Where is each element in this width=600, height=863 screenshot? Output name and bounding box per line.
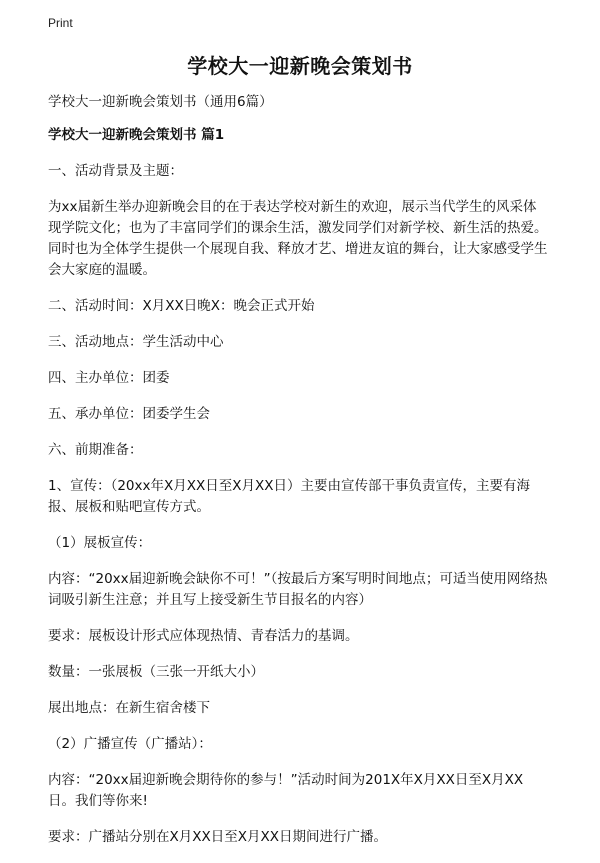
paragraph-radio-heading: （2）广播宣传（广播站）： bbox=[48, 736, 212, 752]
section-heading: 学校大一迎新晚会策划书 篇1 bbox=[48, 127, 225, 143]
paragraph-background-body: 为xx届新生举办迎新晚会目的在于表达学校对新生的欢迎，展示当代学生的风采体现学院文化；也为了丰富同学们的课余生活，激发同学们对新学校、新生活的热爱。同时也为全体学生提供一个展现自我、释放才艺、增进友谊的舞台，让大家感受学生会大家庭的温暖。 bbox=[48, 199, 548, 278]
paragraph-radio-requirement: 要求：广播站分别在X月XX日至X月XX日期间进行广播。 bbox=[48, 829, 387, 845]
print-label: Print bbox=[48, 16, 73, 30]
paragraph-board-requirement: 要求：展板设计形式应体现热情、青春活力的基调。 bbox=[48, 628, 359, 644]
paragraph-co-organizer: 五、承办单位：团委学生会 bbox=[48, 406, 210, 422]
paragraph-radio-content: 内容：“20xx届迎新晚会期待你的参与！”活动时间为201X年X月XX日至X月XX日。我们等你来! bbox=[48, 772, 524, 809]
page-title: 学校大一迎新晚会策划书 bbox=[187, 54, 413, 78]
paragraph-board-content: 内容：“20xx届迎新晚会缺你不可！”（按最后方案写明时间地点；可适当使用网络热词吸引新生注意；并且写上接受新生节目报名的内容） bbox=[48, 571, 548, 608]
paragraph-board-publicity-heading: （1）展板宣传： bbox=[48, 535, 152, 551]
paragraph-activity-location: 三、活动地点：学生活动中心 bbox=[48, 334, 224, 350]
paragraph-board-location: 展出地点：在新生宿舍楼下 bbox=[48, 700, 210, 716]
document-subtitle: 学校大一迎新晚会策划书（通用6篇） bbox=[48, 94, 273, 110]
paragraph-activity-time: 二、活动时间：X月XX日晚X：晚会正式开始 bbox=[48, 298, 315, 314]
paragraph-board-quantity: 数量：一张展板（三张一开纸大小） bbox=[48, 664, 264, 680]
paragraph-organizer: 四、主办单位：团委 bbox=[48, 370, 170, 386]
document-body bbox=[48, 92, 548, 863]
paragraph-publicity: 1、宣传：（20xx年X月XX日至X月XX日）主要由宣传部干事负责宣传，主要有海报、展板和贴吧宣传方式。 bbox=[48, 478, 530, 515]
paragraph-preparation-heading: 六、前期准备： bbox=[48, 442, 143, 458]
paragraph-background-heading: 一、活动背景及主题： bbox=[48, 163, 183, 179]
